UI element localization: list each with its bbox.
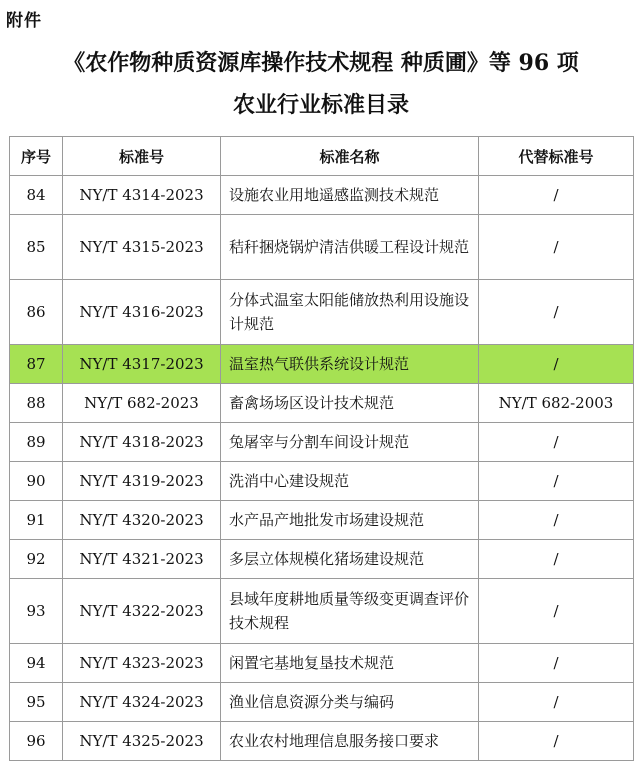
column-header-standard-name: 标准名称 (221, 137, 479, 176)
serial-no-cell: 93 (10, 579, 63, 644)
replaced-standard-cell: / (479, 722, 634, 761)
standard-name-cell: 秸秆捆烧锅炉清洁供暖工程设计规范 (221, 215, 479, 280)
table-header (10, 137, 634, 176)
serial-no-cell: 88 (10, 384, 63, 423)
standard-name-cell: 兔屠宰与分割车间设计规范 (221, 423, 479, 462)
standard-no-cell: NY/T 4318-2023 (63, 423, 221, 462)
table-row (10, 501, 634, 540)
standard-name-cell: 水产品产地批发市场建设规范 (221, 501, 479, 540)
standard-name-cell: 渔业信息资源分类与编码 (221, 683, 479, 722)
table-row (10, 722, 634, 761)
replaced-standard-cell: / (479, 423, 634, 462)
serial-no-cell: 94 (10, 644, 63, 683)
serial-no-cell: 96 (10, 722, 63, 761)
standard-no-cell: NY/T 4323-2023 (63, 644, 221, 683)
standard-no-cell: NY/T 4322-2023 (63, 579, 221, 644)
standard-name-cell: 县域年度耕地质量等级变更调查评价技术规程 (221, 579, 479, 644)
table-row (10, 540, 634, 579)
serial-no-cell: 85 (10, 215, 63, 280)
table-row (10, 683, 634, 722)
standard-name-cell: 多层立体规模化猪场建设规范 (221, 540, 479, 579)
table-row (10, 423, 634, 462)
serial-no-cell: 89 (10, 423, 63, 462)
replaced-standard-cell: NY/T 682-2003 (479, 384, 634, 423)
standard-name-cell: 分体式温室太阳能储放热利用设施设计规范 (221, 280, 479, 345)
standard-no-cell: NY/T 4315-2023 (63, 215, 221, 280)
replaced-standard-cell: / (479, 345, 634, 384)
table-row-highlighted (10, 345, 634, 384)
column-header-serial-no: 序号 (10, 137, 63, 176)
standard-name-cell: 畜禽场场区设计技术规范 (221, 384, 479, 423)
serial-no-cell: 84 (10, 176, 63, 215)
serial-no-cell: 90 (10, 462, 63, 501)
header-row (10, 137, 634, 176)
table-row (10, 215, 634, 280)
table-row (10, 280, 634, 345)
table-row (10, 176, 634, 215)
standards-table (9, 136, 634, 761)
replaced-standard-cell: / (479, 683, 634, 722)
standard-no-cell: NY/T 4325-2023 (63, 722, 221, 761)
standard-name-cell: 温室热气联供系统设计规范 (221, 345, 479, 384)
attachment-label: 附件 (6, 11, 42, 31)
standard-no-cell: NY/T 4317-2023 (63, 345, 221, 384)
replaced-standard-cell: / (479, 540, 634, 579)
table-row (10, 462, 634, 501)
table-row (10, 384, 634, 423)
serial-no-cell: 95 (10, 683, 63, 722)
standard-no-cell: NY/T 4324-2023 (63, 683, 221, 722)
document-title-line-2: 农业行业标准目录 (232, 92, 409, 118)
replaced-standard-cell: / (479, 280, 634, 345)
replaced-standard-cell: / (479, 501, 634, 540)
standard-name-cell: 闲置宅基地复垦技术规范 (221, 644, 479, 683)
standard-name-cell: 农业农村地理信息服务接口要求 (221, 722, 479, 761)
standard-no-cell: NY/T 682-2023 (63, 384, 221, 423)
serial-no-cell: 87 (10, 345, 63, 384)
table-body (10, 176, 634, 761)
standard-no-cell: NY/T 4319-2023 (63, 462, 221, 501)
column-header-standard-no: 标准号 (63, 137, 221, 176)
replaced-standard-cell: / (479, 579, 634, 644)
document-title-line-1: 《农作物种质资源库操作技术规程 种质圃》等 96 项 (63, 50, 579, 76)
table-row (10, 579, 634, 644)
standard-no-cell: NY/T 4316-2023 (63, 280, 221, 345)
replaced-standard-cell: / (479, 176, 634, 215)
standard-no-cell: NY/T 4314-2023 (63, 176, 221, 215)
column-header-replaced-standard: 代替标准号 (479, 137, 634, 176)
serial-no-cell: 92 (10, 540, 63, 579)
replaced-standard-cell: / (479, 462, 634, 501)
serial-no-cell: 91 (10, 501, 63, 540)
replaced-standard-cell: / (479, 215, 634, 280)
standard-no-cell: NY/T 4321-2023 (63, 540, 221, 579)
standard-name-cell: 洗消中心建设规范 (221, 462, 479, 501)
standard-no-cell: NY/T 4320-2023 (63, 501, 221, 540)
standard-name-cell: 设施农业用地遥感监测技术规范 (221, 176, 479, 215)
table-row (10, 644, 634, 683)
serial-no-cell: 86 (10, 280, 63, 345)
replaced-standard-cell: / (479, 644, 634, 683)
